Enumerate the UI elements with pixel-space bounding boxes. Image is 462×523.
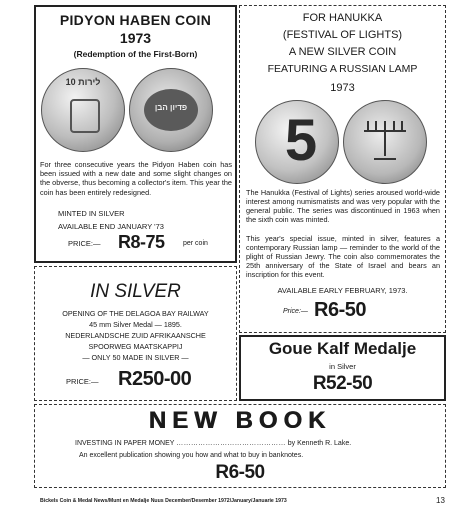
pidyon-minted: MINTED IN SILVER	[58, 209, 125, 218]
coin-reverse-text: פדיון הבן	[154, 103, 188, 112]
in-silver-price-label: PRICE:—	[66, 377, 99, 386]
new-book-line2: An excellent publication showing you how and what to buy in banknotes.	[79, 452, 304, 459]
in-silver-line3: NEDERLANDSCHE ZUID AFRIKAANSCHE	[65, 331, 206, 340]
new-book-title: NEW BOOK	[148, 407, 332, 434]
hanukka-price: R6-50	[314, 299, 366, 321]
hanukka-available: AVAILABLE EARLY FEBRUARY, 1973.	[277, 286, 408, 295]
hanukka-line4: FEATURING A RUSSIAN LAMP	[267, 63, 418, 75]
pidyon-available: AVAILABLE END JANUARY '73	[58, 222, 164, 231]
footer-text: Bickels Coin & Medal News/Munt en Medalje Nuus December/Desember 1972/January/Januarie 1973	[40, 498, 287, 504]
pidyon-description: For three consecutive years the Pidyon Haben coin has been issued with a new date and some slight changes on the obverse, thus becoming a collector's item. This year the coin has been entirely redesigned.	[40, 160, 232, 197]
page-number: 13	[436, 496, 445, 505]
coin-obverse-text: 10 לירות	[65, 77, 101, 87]
hanukka-line1: FOR HANUKKA	[302, 12, 383, 24]
pidyon-coin-reverse	[129, 68, 213, 152]
hanukka-description-2: This year's special issue, minted in silver, features a contemporary Russian lamp — reminder to the world of the plight of Russian Jewry. The coin also commemorates the 25th anniversary of the State of Israel and bears an inscription for this event.	[246, 234, 440, 280]
hanukka-year: 1973	[330, 82, 355, 94]
in-silver-line2: 45 mm Silver Medal — 1895.	[89, 320, 182, 329]
in-silver-line4: SPOORWEG MAATSKAPPIJ	[88, 342, 183, 351]
russian-lamp-icon	[344, 101, 426, 183]
menorah-emblem-icon	[70, 99, 100, 133]
in-silver-line5: — ONLY 50 MADE IN SILVER —	[82, 353, 189, 362]
book-title-text: INVESTING IN PAPER MONEY	[75, 440, 175, 447]
hanukka-coin-obverse	[255, 100, 339, 184]
in-silver-title: IN SILVER	[90, 281, 181, 302]
goue-kalf-price: R52-50	[312, 373, 373, 394]
goue-kalf-title: Goue Kalf Medalje	[268, 339, 417, 358]
hanukka-line3: A NEW SILVER COIN	[288, 46, 397, 58]
hanukka-description-1: The Hanukka (Festival of Lights) series aroused world-wide interest among numismatists and was very popular with the general public. The series was discontinued in 1963 when the sixth coin was minted.	[246, 188, 440, 225]
hanukka-coin-reverse	[343, 100, 427, 184]
new-book-price: R6-50	[215, 462, 265, 483]
pidyon-coin-obverse	[41, 68, 125, 152]
in-silver-line1: OPENING OF THE DELAGOA BAY RAILWAY	[62, 309, 209, 318]
goue-kalf-sub: in Silver	[329, 362, 356, 371]
coin-numeral: 5	[284, 108, 318, 173]
pidyon-price-unit: per coin	[183, 240, 208, 247]
in-silver-price: R250-00	[118, 368, 192, 390]
book-dots: ………………………………………	[176, 440, 286, 447]
pidyon-price: R8-75	[118, 232, 165, 252]
hanukka-price-label: Price:—	[283, 308, 308, 315]
pidyon-title: PIDYON HABEN COIN	[59, 12, 212, 28]
pidyon-year: 1973	[119, 30, 152, 46]
pidyon-subtitle: (Redemption of the First-Born)	[73, 49, 198, 59]
new-book-line1	[75, 440, 435, 447]
book-author: by Kenneth R. Lake.	[287, 440, 352, 447]
hanukka-line2: (FESTIVAL OF LIGHTS)	[282, 29, 403, 41]
pidyon-price-label: PRICE:—	[68, 239, 101, 248]
